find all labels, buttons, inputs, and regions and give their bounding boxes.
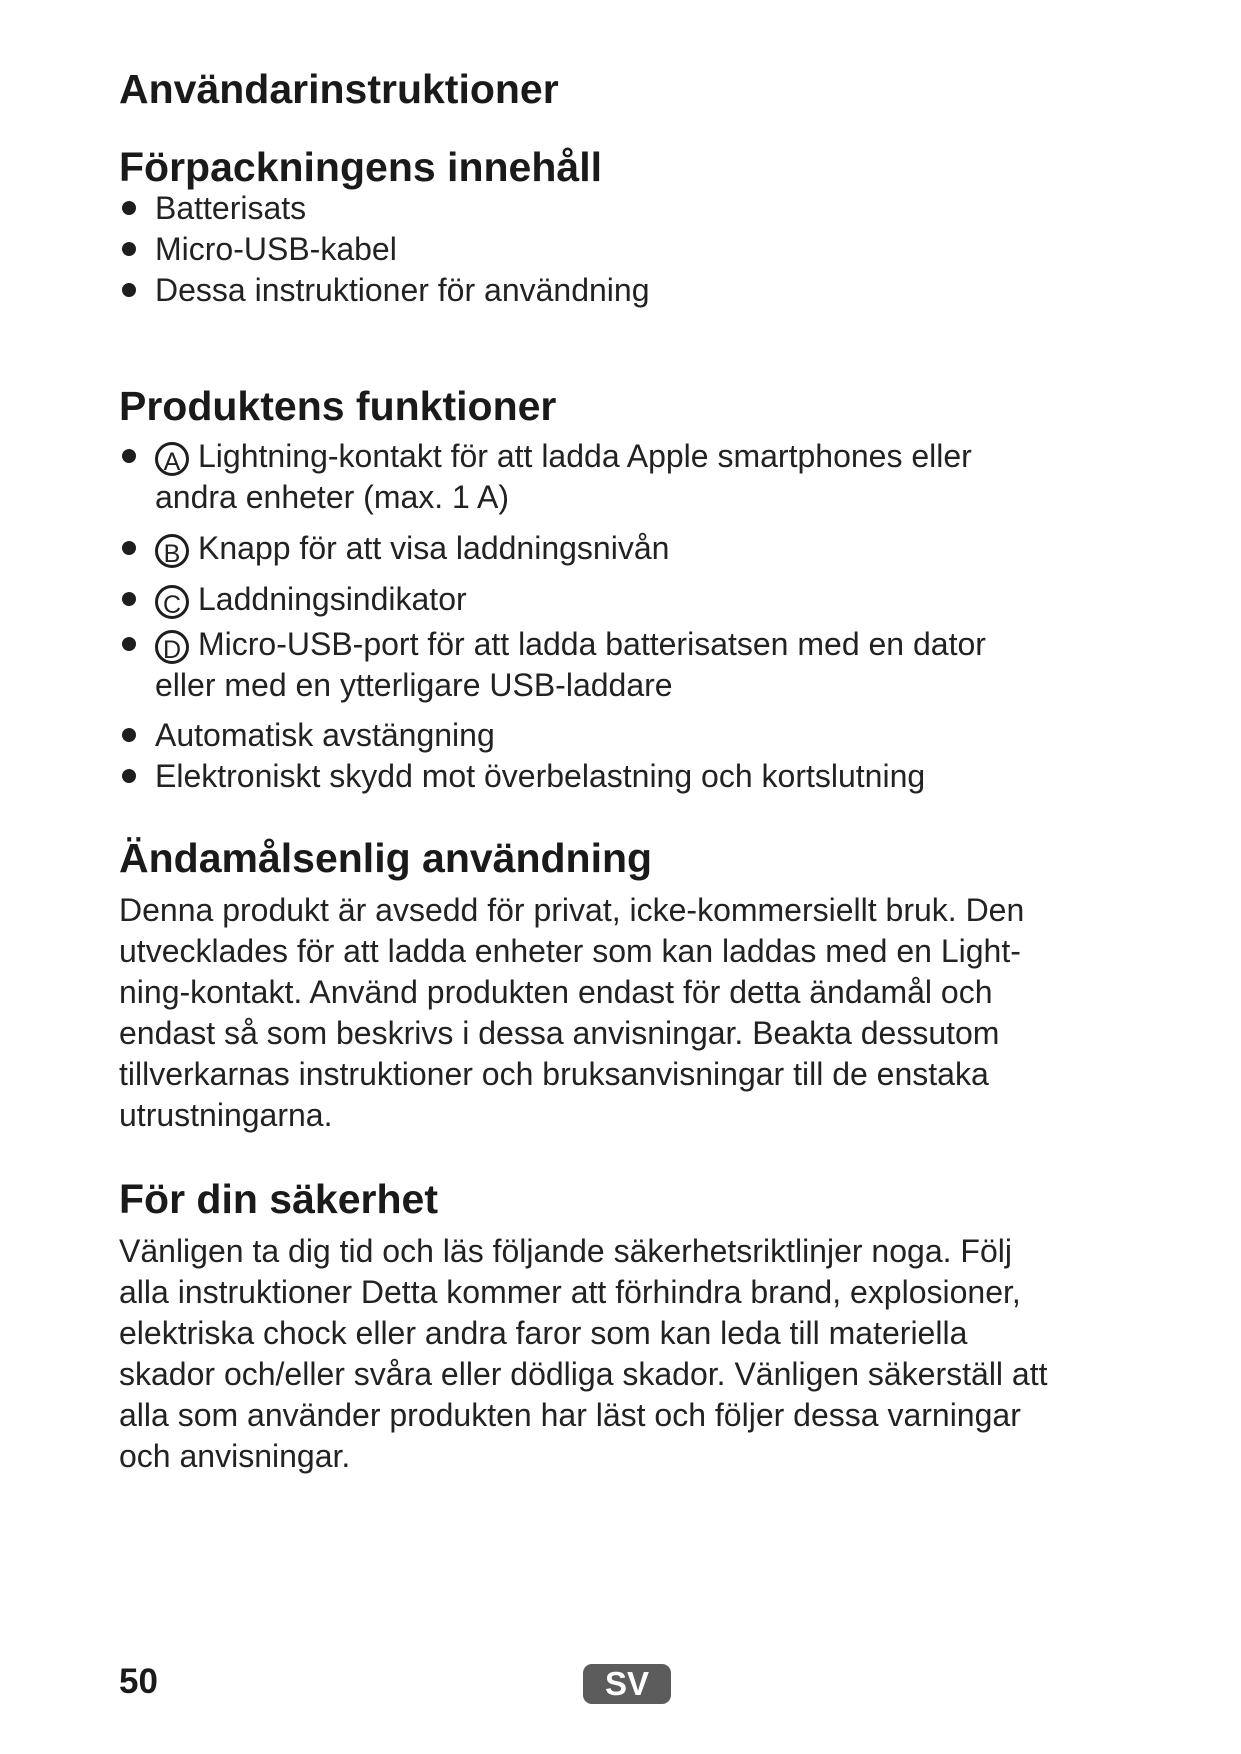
feature-text: Knapp för att visa laddningsnivån [198,530,670,566]
paragraph-line: utvecklades för att ladda enheter som kan laddas med en Light- [119,933,1021,969]
list-item: Batterisats [119,188,650,229]
paragraph-line: och anvisningar. [119,1438,351,1474]
paragraph-line: ning-kontakt. Använd produkten endast för detta ändamål och [119,974,993,1010]
list-item [119,436,986,518]
package-heading: Förpackningens innehåll [119,144,602,190]
paragraph-line: tillverkarnas instruktioner och bruksanvisningar till de enstaka [119,1056,989,1092]
package-list [119,188,650,311]
feature-text-continued: andra enheter (max. 1 A) [155,479,509,515]
paragraph-line: alla instruktioner Detta kommer att förhindra brand, explosioner, [119,1274,1021,1310]
page-title: Användarinstruktioner [119,66,559,112]
safety-heading: För din säkerhet [119,1176,438,1222]
features-list [119,436,986,797]
paragraph-line: utrustningarna. [119,1097,333,1133]
page-number: 50 [119,1662,158,1701]
circled-letter-b: B [155,534,189,568]
list-item [119,624,986,706]
paragraph-line: elektriska chock eller andra faror som kan leda till materiella [119,1315,968,1351]
intended-use-paragraph [119,890,1129,1136]
paragraph-line: endast så som beskrivs i dessa anvisningar. Beakta dessutom [119,1015,1000,1051]
feature-text: Lightning-kontakt för att ladda Apple smartphones eller [198,438,972,474]
paragraph-line: Vänligen ta dig tid och läs följande säkerhetsriktlinjer noga. Följ [119,1233,1012,1269]
safety-paragraph [119,1231,1129,1477]
paragraph-line: skador och/eller svåra eller dödliga skador. Vänligen säkerställ att [119,1356,1048,1392]
circled-letter-d: D [155,630,189,664]
list-item: Dessa instruktioner för användning [119,270,650,311]
feature-text-continued: eller med en ytterligare USB-laddare [155,667,673,703]
intended-use-heading: Ändamålsenlig användning [119,835,653,881]
language-badge: SV [583,1664,671,1704]
feature-text: Laddningsindikator [198,581,467,617]
circled-letter-c: C [155,585,189,619]
feature-text: Micro-USB-port för att ladda batterisatsen med en dator [198,626,986,662]
list-item: Automatisk avstängning [119,715,986,756]
features-heading: Produktens funktioner [119,383,557,429]
paragraph-line: Denna produkt är avsedd för privat, icke-kommersiellt bruk. Den [119,892,1025,928]
list-item [119,528,986,569]
list-item: Micro-USB-kabel [119,229,650,270]
paragraph-line: alla som använder produkten har läst och följer dessa varningar [119,1397,1021,1433]
circled-letter-a: A [155,442,189,476]
list-item [119,579,986,620]
list-item: Elektroniskt skydd mot överbelastning och kortslutning [119,756,986,797]
